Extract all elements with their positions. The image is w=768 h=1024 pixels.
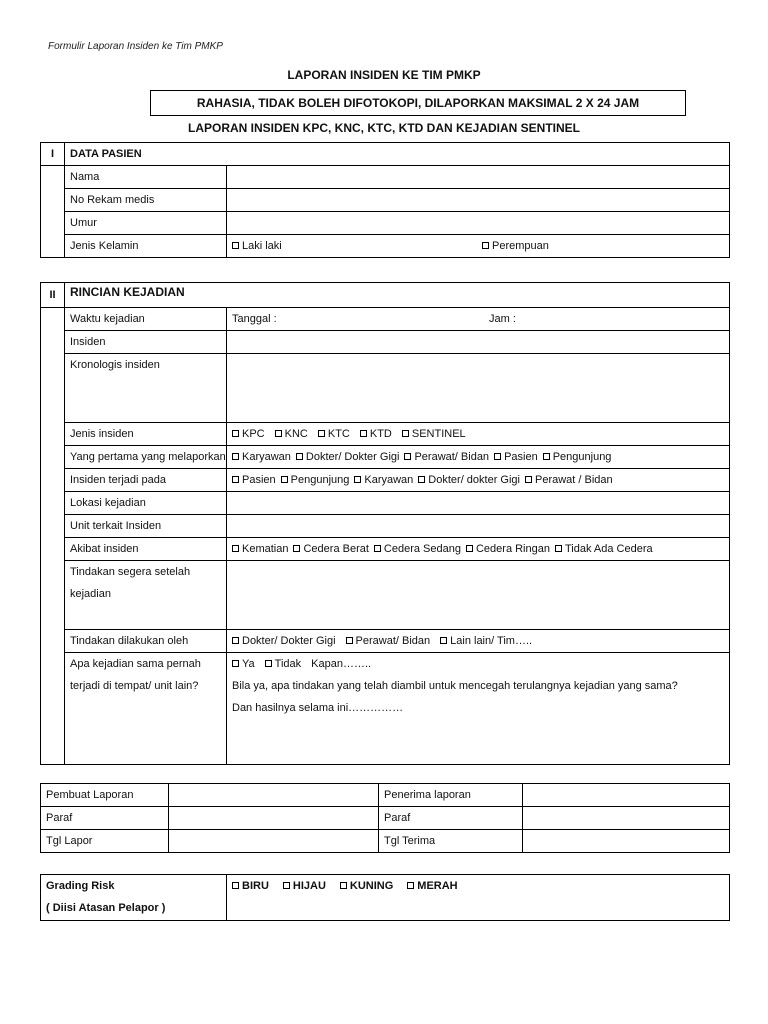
immediate-action-input[interactable]: [227, 561, 730, 630]
section-gutter: [41, 308, 65, 765]
checkbox-icon: [232, 637, 239, 644]
checkbox-icon: [232, 882, 239, 889]
incident-type-options: [227, 423, 730, 446]
reporter-option[interactable]: Perawat/ Bidan: [404, 446, 489, 468]
checkbox-icon: [318, 430, 325, 437]
occurred-to-option[interactable]: Karyawan: [354, 469, 413, 491]
field-label: Apa kejadian sama pernah terjadi di tempat/ unit lain?: [65, 653, 227, 765]
field-label: Nama: [65, 166, 227, 189]
grading-label-cell: [41, 875, 227, 921]
related-unit-input[interactable]: [227, 515, 730, 538]
recurrence-option[interactable]: Tidak: [265, 653, 302, 675]
location-input[interactable]: [227, 492, 730, 515]
section-title: DATA PASIEN: [65, 143, 730, 166]
receiver-paraf-input[interactable]: [523, 807, 730, 830]
grading-options: [227, 875, 730, 921]
checkbox-icon: [265, 660, 272, 667]
incident-time-field[interactable]: Tanggal : Jam :: [227, 308, 730, 331]
receiver-input[interactable]: [523, 784, 730, 807]
checkbox-icon: [466, 545, 473, 552]
reporter-option[interactable]: Karyawan: [232, 446, 291, 468]
checkbox-icon: [482, 242, 489, 249]
action-by-option[interactable]: Perawat/ Bidan: [346, 630, 431, 652]
patient-data-table: [40, 142, 730, 258]
checkbox-icon: [296, 453, 303, 460]
grade-option[interactable]: BIRU: [232, 875, 269, 897]
field-label: No Rekam medis: [65, 189, 227, 212]
checkbox-icon: [232, 453, 239, 460]
checkbox-icon: [340, 882, 347, 889]
checkbox-icon: [232, 660, 239, 667]
outcome-option[interactable]: Cedera Ringan: [466, 538, 550, 560]
checkbox-icon: [283, 882, 290, 889]
field-label: Yang pertama yang melaporkan: [65, 446, 227, 469]
section-title: RINCIAN KEJADIAN: [65, 283, 730, 308]
incident-type-option[interactable]: KPC: [232, 423, 265, 445]
section-number: I: [41, 143, 65, 166]
field-label: Jenis Kelamin: [65, 235, 227, 258]
result-question: Dan hasilnya selama ini……………: [232, 702, 404, 714]
medical-record-input[interactable]: [227, 189, 730, 212]
notice-text: RAHASIA, TIDAK BOLEH DIFOTOKOPI, DILAPORKAN MAKSIMAL 2 X 24 JAM: [196, 96, 640, 110]
first-reporter-options: [227, 446, 730, 469]
action-by-option[interactable]: Lain lain/ Tim…..: [440, 630, 532, 652]
incident-type-option[interactable]: KNC: [275, 423, 308, 445]
checkbox-icon: [281, 476, 288, 483]
receiver-paraf-label: Paraf: [379, 807, 523, 830]
field-label: Tindakan segera setelah kejadian: [65, 561, 227, 630]
checkbox-icon: [440, 637, 447, 644]
field-label: Insiden: [65, 331, 227, 354]
recurrence-field: [227, 653, 730, 765]
checkbox-icon: [232, 430, 239, 437]
gender-option[interactable]: Laki laki: [232, 235, 482, 257]
outcome-option[interactable]: Cedera Sedang: [374, 538, 461, 560]
occurred-to-option[interactable]: Perawat / Bidan: [525, 469, 613, 491]
grading-label: Grading Risk: [46, 880, 115, 892]
checkbox-icon: [525, 476, 532, 483]
checkbox-icon: [360, 430, 367, 437]
confidential-notice: [150, 90, 686, 116]
when-text: Kapan……..: [311, 658, 372, 670]
checkbox-icon: [404, 453, 411, 460]
incident-input[interactable]: [227, 331, 730, 354]
grade-option[interactable]: KUNING: [340, 875, 393, 897]
receive-date-label: Tgl Terima: [379, 830, 523, 853]
occurred-to-option[interactable]: Dokter/ dokter Gigi: [418, 469, 520, 491]
incident-type-option[interactable]: KTC: [318, 423, 350, 445]
chronology-input[interactable]: [227, 354, 730, 423]
occurred-to-option[interactable]: Pengunjung: [281, 469, 350, 491]
outcome-option[interactable]: Tidak Ada Cedera: [555, 538, 653, 560]
action-by-option[interactable]: Dokter/ Dokter Gigi: [232, 630, 336, 652]
checkbox-icon: [232, 476, 239, 483]
checkbox-icon: [418, 476, 425, 483]
checkbox-icon: [346, 637, 353, 644]
checkbox-icon: [232, 242, 239, 249]
section-gutter: [41, 166, 65, 258]
reporter-paraf-label: Paraf: [41, 807, 169, 830]
checkbox-icon: [402, 430, 409, 437]
age-input[interactable]: [227, 212, 730, 235]
report-date-label: Tgl Lapor: [41, 830, 169, 853]
grading-sub: ( Diisi Atasan Pelapor ): [46, 902, 166, 914]
outcome-option[interactable]: Cedera Berat: [293, 538, 368, 560]
checkbox-icon: [374, 545, 381, 552]
grade-option[interactable]: MERAH: [407, 875, 457, 897]
reporter-option[interactable]: Dokter/ Dokter Gigi: [296, 446, 400, 468]
incident-details-table: [40, 282, 730, 765]
occurred-to-option[interactable]: Pasien: [232, 469, 276, 491]
gender-option[interactable]: Perempuan: [482, 240, 549, 252]
checkbox-icon: [555, 545, 562, 552]
gender-options: [227, 235, 730, 258]
checkbox-icon: [407, 882, 414, 889]
field-label: Unit terkait Insiden: [65, 515, 227, 538]
field-label: Tindakan dilakukan oleh: [65, 630, 227, 653]
reporter-input[interactable]: [169, 784, 379, 807]
field-label: Waktu kejadian: [65, 308, 227, 331]
checkbox-icon: [494, 453, 501, 460]
grading-table: [40, 874, 730, 921]
field-label: Akibat insiden: [65, 538, 227, 561]
report-date-input[interactable]: [169, 830, 379, 853]
checkbox-icon: [275, 430, 282, 437]
receiver-label: Penerima laporan: [379, 784, 523, 807]
signature-table: [40, 783, 730, 853]
checkbox-icon: [232, 545, 239, 552]
action-by-options: [227, 630, 730, 653]
form-subtitle: LAPORAN INSIDEN KPC, KNC, KTC, KTD DAN KEJADIAN SENTINEL: [187, 121, 580, 135]
outcome-option[interactable]: Kematian: [232, 538, 288, 560]
reporter-option[interactable]: Pasien: [494, 446, 538, 468]
checkbox-icon: [293, 545, 300, 552]
form-header-note: Formulir Laporan Insiden ke Tim PMKP: [48, 41, 223, 52]
checkbox-icon: [543, 453, 550, 460]
name-input[interactable]: [227, 166, 730, 189]
field-label: Insiden terjadi pada: [65, 469, 227, 492]
incident-type-option[interactable]: SENTINEL: [402, 423, 466, 445]
reporter-label: Pembuat Laporan: [41, 784, 169, 807]
field-label: Kronologis insiden: [65, 354, 227, 423]
field-label: Umur: [65, 212, 227, 235]
reporter-option[interactable]: Pengunjung: [543, 446, 612, 468]
reporter-paraf-input[interactable]: [169, 807, 379, 830]
field-label: Jenis insiden: [65, 423, 227, 446]
section-number: II: [41, 283, 65, 308]
recurrence-option[interactable]: Ya: [232, 653, 255, 675]
grade-option[interactable]: HIJAU: [283, 875, 326, 897]
receive-date-input[interactable]: [523, 830, 730, 853]
field-label: Lokasi kejadian: [65, 492, 227, 515]
occurred-to-options: [227, 469, 730, 492]
incident-type-option[interactable]: KTD: [360, 423, 392, 445]
checkbox-icon: [354, 476, 361, 483]
prevention-question: Bila ya, apa tindakan yang telah diambil untuk mencegah terulangnya kejadian yang sama?: [232, 680, 678, 692]
outcome-options: [227, 538, 730, 561]
form-title: LAPORAN INSIDEN KE TIM PMKP: [287, 68, 481, 82]
